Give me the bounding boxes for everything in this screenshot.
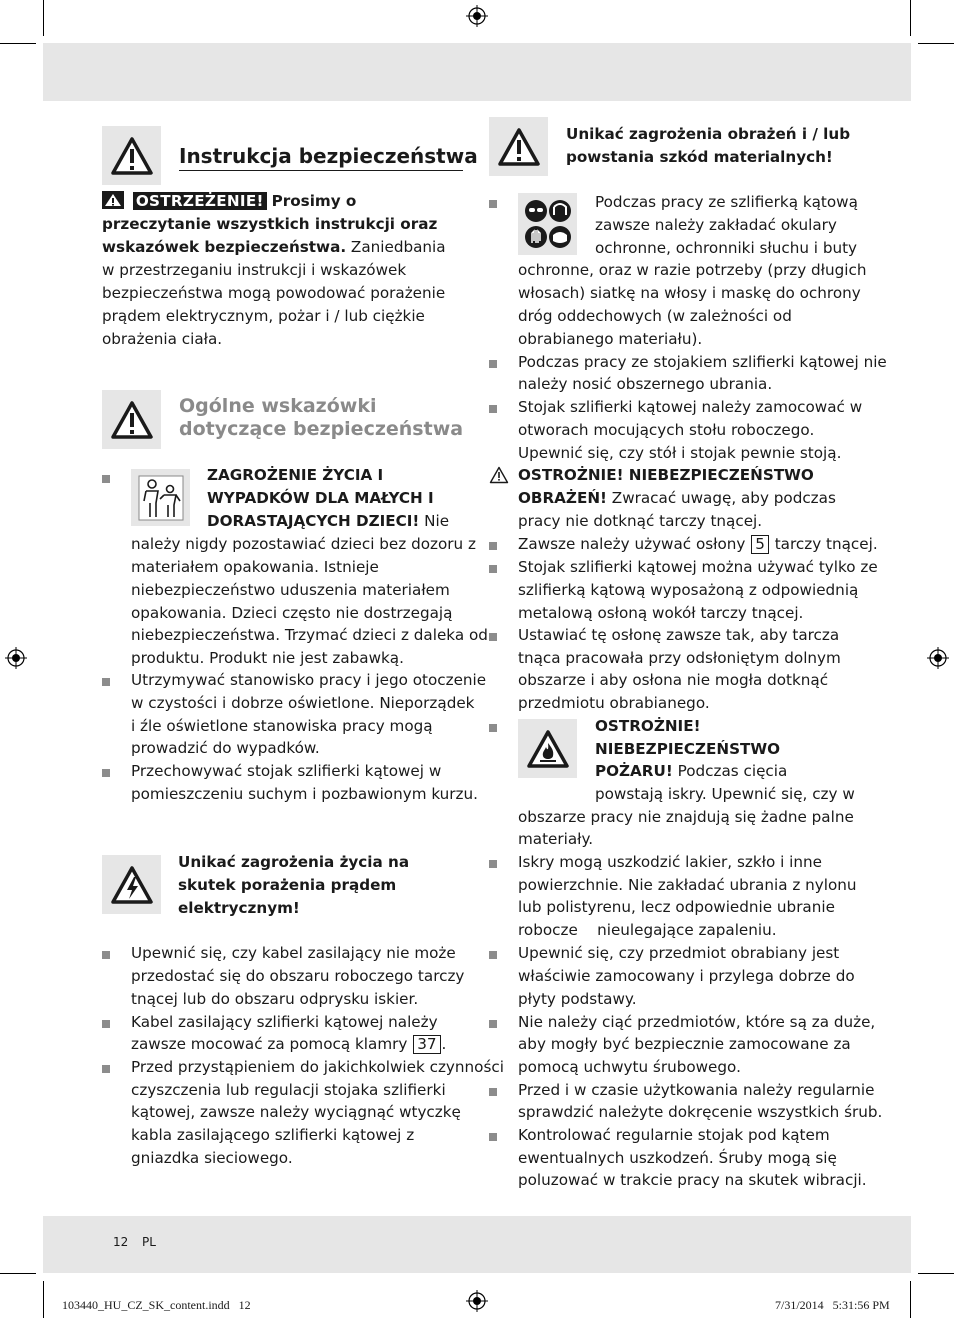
child-hazard-icon-box xyxy=(131,469,190,526)
ppe-line: ochronne, ochronniki słuchu i buty xyxy=(595,239,858,257)
workpiece-line: płyty podstawy. xyxy=(518,990,637,1008)
clothing-line: Podczas pracy ze stojakiem szlifierki kątowej nie xyxy=(518,353,887,371)
injury-heading-2: powstania szkód materialnych! xyxy=(566,148,833,166)
protective-equipment-icon xyxy=(523,197,573,251)
mount-line: otworach mocujących stołu roboczego. xyxy=(518,421,815,439)
caution-line: pracy nie dotknąć tarczy tnącej. xyxy=(518,512,763,530)
bullet xyxy=(489,542,497,550)
clamp-line-2: zawsze mocować za pomocą klamry 37 . xyxy=(131,1035,447,1053)
child-hazard-line: niebezpieczeństwo uduszenia materiałem xyxy=(131,581,450,599)
screws-line: Przed i w czasie użytkowania należy regularnie xyxy=(518,1081,875,1099)
registration-mark-icon xyxy=(927,647,949,669)
electric-heading-2: skutek porażenia prądem xyxy=(178,876,397,894)
cable-line: przedostać się do obszaru roboczego tarczy xyxy=(131,967,465,985)
child-hazard-title-1: ZAGROŻENIE ŻYCIA I xyxy=(207,466,384,484)
warning-small-icon xyxy=(102,191,124,209)
size-line: Nie należy ciąć przedmiotów, które są za duże, xyxy=(518,1013,876,1031)
warning-line-4: w przestrzeganiu instrukcji i wskazówek xyxy=(102,261,407,279)
inspect-line: poluzować w trakcie pracy na skutek wibracji. xyxy=(518,1171,867,1189)
guard-position-line: przedmiotu obrabianego. xyxy=(518,694,710,712)
bullet xyxy=(489,360,497,368)
warning-line-1: OSTRZEŻENIE! Prosimy o xyxy=(102,190,356,213)
language-code: PL xyxy=(142,1235,156,1249)
guard-position-line: obszarze i aby osłona nie mogła dotknąć xyxy=(518,671,829,689)
guard-metal-line: szlifierką kątową wyposażoną z odpowiednią xyxy=(518,581,859,599)
bullet xyxy=(102,475,110,483)
warning-triangle-box xyxy=(102,126,161,185)
crop-mark xyxy=(918,1273,954,1274)
workpiece-line: właściwie zamocowany i przylega dobrze do xyxy=(518,967,855,985)
caution-line-2: OBRAŻEŃ! Zwracać uwagę, aby podczas xyxy=(518,489,836,507)
warning-triangle-icon xyxy=(497,127,541,167)
guard-position-line: Ustawiać tę osłonę zawsze tak, aby tarcza xyxy=(518,626,840,644)
caution-triangle-icon xyxy=(489,466,509,484)
ppe-line: dróg oddechowych (w zależności od xyxy=(518,307,792,325)
bullet xyxy=(489,860,497,868)
child-hazard-line: produktu. Produkt nie jest zabawką. xyxy=(131,649,404,667)
footer-band xyxy=(43,1216,911,1273)
unplug-line: gniazdka sieciowego. xyxy=(131,1149,293,1167)
sparks-line: lub polistyrenu, lecz odpowiednie ubranie xyxy=(518,898,835,916)
warning-triangle-box xyxy=(489,117,548,176)
warning-line-6: prądem elektrycznym, pożar i / lub ciężkie xyxy=(102,307,425,325)
crop-mark xyxy=(43,1281,44,1318)
clamp-line: Kabel zasilający szlifierki kątowej należy xyxy=(131,1013,438,1031)
ppe-line: Podczas pracy ze szlifierką kątową xyxy=(595,193,858,211)
bullet xyxy=(102,1065,110,1073)
registration-mark-icon xyxy=(466,1290,488,1312)
electric-hazard-icon xyxy=(110,865,154,905)
ppe-line: ochronne, oraz w razie potrzeby (przy długich xyxy=(518,261,867,279)
heading-underline xyxy=(179,170,463,171)
ppe-line: zawsze należy zakładać okulary xyxy=(595,216,837,234)
bullet xyxy=(102,951,110,959)
storage-line: pomieszczeniu suchym i pozbawionym kurzu. xyxy=(131,785,478,803)
fire-hazard-icon xyxy=(526,729,570,769)
warning-line-2: przeczytanie wszystkich instrukcji oraz xyxy=(102,215,438,233)
heading-safety-instructions: Instrukcja bezpieczeństwa xyxy=(179,144,478,168)
timestamp-slug: 7/31/2014 5:31:56 PM xyxy=(775,1298,890,1312)
workplace-line: i źle oświetlone stanowiska pracy mogą xyxy=(131,717,433,735)
workplace-line: Utrzymywać stanowisko pracy i jego otoczenie xyxy=(131,671,487,689)
page-number: 12 xyxy=(113,1235,129,1249)
ppe-line: włosach) siatkę na włosy i maskę do ochrony xyxy=(518,284,861,302)
electric-heading-3: elektrycznym! xyxy=(178,899,300,917)
fire-line: powstają iskry. Upewnić się, czy w xyxy=(595,785,855,803)
storage-line: Przechowywać stojak szlifierki kątowej w xyxy=(131,762,442,780)
bullet xyxy=(489,1088,497,1096)
fire-title: NIEBEZPIECZEŃSTWO xyxy=(595,740,781,758)
bullet xyxy=(489,633,497,641)
heading-general-notes-2: dotyczące bezpieczeństwa xyxy=(179,418,464,440)
crop-mark xyxy=(918,43,954,44)
sparks-line: powierzchnie. Nie zakładać ubrania z nylonu xyxy=(518,876,857,894)
fire-title: OSTROŻNIE! xyxy=(595,717,701,735)
unplug-line: czyszczenia lub regulacji stojaka szlifierki xyxy=(131,1081,446,1099)
crop-mark xyxy=(910,0,911,36)
size-line: aby mogły być bezpiecznie zamocowane za xyxy=(518,1035,851,1053)
child-hazard-icon xyxy=(138,475,184,521)
child-hazard-line: materiałem opakowania. Istnieje xyxy=(131,558,379,576)
bullet xyxy=(489,724,497,732)
bullet xyxy=(489,951,497,959)
workpiece-line: Upewnić się, czy przedmiot obrabiany jest xyxy=(518,944,840,962)
crop-mark xyxy=(910,1281,911,1318)
mount-line: Upewnić się, czy stół i stojak pewnie stoją. xyxy=(518,444,842,462)
cable-line: tnącej lub do obszaru odprysku iskier. xyxy=(131,990,419,1008)
fire-hazard-box xyxy=(518,719,577,778)
sparks-line: Iskry mogą uszkodzić lakier, szkło i inne xyxy=(518,853,822,871)
fire-line-3: POŻARU! Podczas cięcia xyxy=(595,762,788,780)
guard-line: Zawsze należy używać osłony 5 tarczy tnącej. xyxy=(518,535,878,553)
bullet xyxy=(489,405,497,413)
child-hazard-line-3: DORASTAJĄCYCH DZIECI! Nie xyxy=(207,512,450,530)
ppe-line: obrabianego materiału). xyxy=(518,330,703,348)
guard-metal-line: Stojak szlifierki kątowej można używać tylko ze xyxy=(518,558,878,576)
unplug-line: kabla zasilającego szlifierki kątowej z xyxy=(131,1126,415,1144)
child-hazard-line: należy nigdy pozostawiać dzieci bez dozoru z xyxy=(131,535,476,553)
workplace-line: prowadzić do wypadków. xyxy=(131,739,320,757)
warning-triangle-icon xyxy=(110,136,154,176)
bullet xyxy=(489,1020,497,1028)
bullet xyxy=(489,565,497,573)
guard-reference: 5 xyxy=(751,535,769,554)
caution-title: OSTROŻNIE! NIEBEZPIECZEŃSTWO xyxy=(518,466,814,484)
registration-mark-icon xyxy=(466,5,488,27)
bullet xyxy=(489,200,497,208)
bullet xyxy=(489,1133,497,1141)
header-band xyxy=(43,43,911,101)
warning-line-3: wskazówek bezpieczeństwa. Zaniedbania xyxy=(102,238,446,256)
ppe-icon-box xyxy=(518,193,577,255)
fire-line: materiały. xyxy=(518,830,594,848)
bullet xyxy=(102,1020,110,1028)
clamp-reference: 37 xyxy=(413,1035,440,1054)
unplug-line: Przed przystąpieniem do jakichkolwiek czynności xyxy=(131,1058,504,1076)
bullet xyxy=(102,769,110,777)
child-hazard-line: opakowania. Dzieci często nie dostrzegają xyxy=(131,604,453,622)
child-hazard-title-2: WYPADKÓW DLA MAŁYCH I xyxy=(207,489,434,507)
workplace-line: w czystości i dobrze oświetlone. Nieporządek xyxy=(131,694,475,712)
cable-line: Upewnić się, czy kabel zasilający nie może xyxy=(131,944,456,962)
warning-line-7: obrażenia ciała. xyxy=(102,330,223,348)
warning-triangle-icon xyxy=(110,400,154,440)
sparks-line: robocze nieulegające zapaleniu. xyxy=(518,921,777,939)
mount-line: Stojak szlifierki kątowej należy zamocować w xyxy=(518,398,863,416)
crop-mark xyxy=(0,1273,36,1274)
injury-heading-1: Unikać zagrożenia obrażeń i / lub xyxy=(566,125,851,143)
warning-triangle-box xyxy=(102,390,161,449)
unplug-line: kątowej, zawsze należy wyciągnąć wtyczkę xyxy=(131,1103,461,1121)
crop-mark xyxy=(43,0,44,36)
child-hazard-line: niebezpieczeństwa. Trzymać dzieci z daleka od xyxy=(131,626,488,644)
bullet xyxy=(102,678,110,686)
fire-line: obszarze pracy nie znajdują się żadne palne xyxy=(518,808,854,826)
crop-mark xyxy=(0,43,36,44)
screws-line: sprawdzić należyte dokręcenie wszystkich śrub. xyxy=(518,1103,883,1121)
electric-hazard-box xyxy=(102,855,161,914)
warning-label: OSTRZEŻENIE! xyxy=(133,192,267,210)
inspect-line: ewentualnych uszkodzeń. Śruby mogą się xyxy=(518,1149,837,1167)
guard-metal-line: metalową osłoną wokół tarczy tnącej. xyxy=(518,604,804,622)
electric-heading-1: Unikać zagrożenia życia na xyxy=(178,853,410,871)
registration-mark-icon xyxy=(5,647,27,669)
guard-position-line: tnąca pracowała przy odsłoniętym dolnym xyxy=(518,649,841,667)
file-slug: 103440_HU_CZ_SK_content.indd 12 xyxy=(62,1298,251,1312)
heading-general-notes-1: Ogólne wskazówki xyxy=(179,395,377,417)
warning-line-5: bezpieczeństwa mogą powodować porażenie xyxy=(102,284,446,302)
inspect-line: Kontrolować regularnie stojak pod kątem xyxy=(518,1126,830,1144)
size-line: pomocą uchwytu śrubowego. xyxy=(518,1058,741,1076)
clothing-line: należy nosić obszernego ubrania. xyxy=(518,375,773,393)
